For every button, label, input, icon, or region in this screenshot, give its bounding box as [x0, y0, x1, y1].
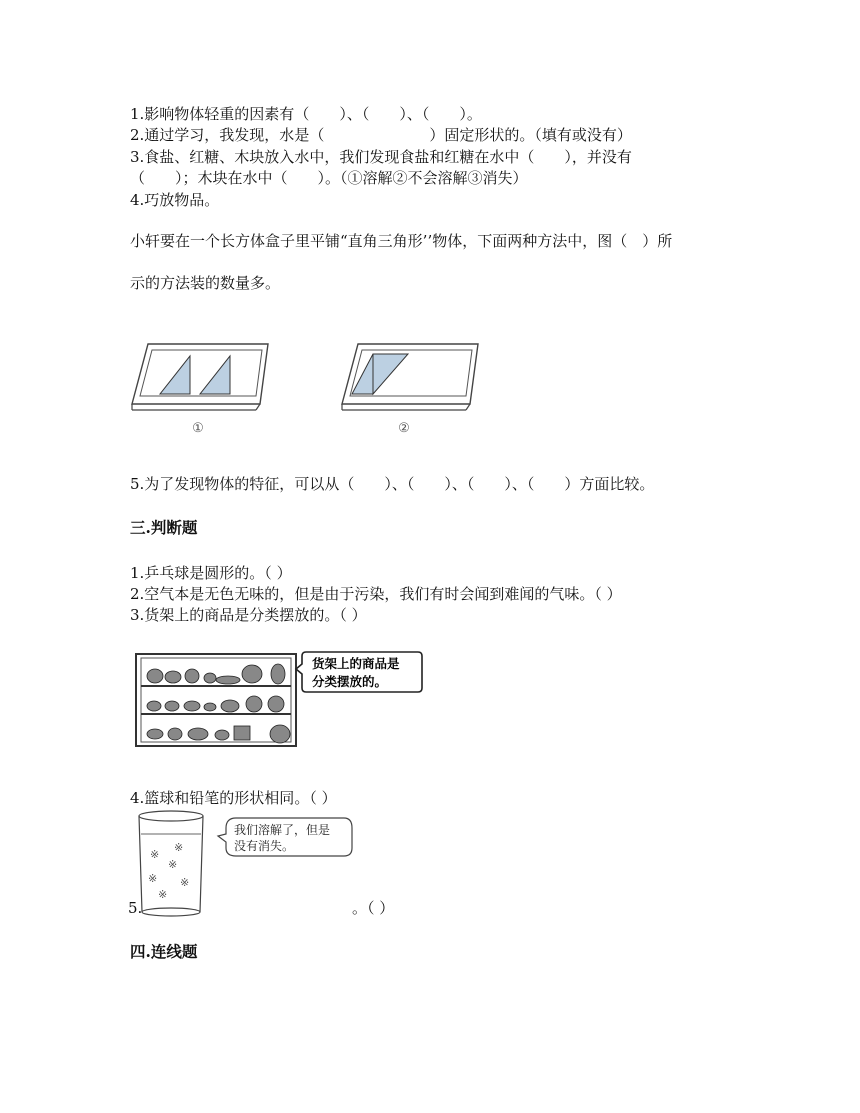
svg-text:※: ※ — [180, 876, 190, 889]
glass-bubble-line2: 没有消失。 — [234, 839, 295, 853]
fill-q4-paragraph-line2: 示的方法装的数量多。 — [130, 274, 281, 292]
shelf-bubble-line2: 分类摆放的。 — [312, 674, 388, 689]
svg-text:※: ※ — [148, 872, 158, 885]
fill-q3-line2: （ ）；木块在水中（ ）。（①溶解②不会溶解③消失） — [130, 169, 528, 187]
judge-q5-tail: 。（ ） — [352, 899, 395, 917]
svg-text:※: ※ — [174, 841, 184, 854]
judge-q5-number: 5. — [128, 899, 143, 917]
svg-text:※: ※ — [168, 858, 178, 871]
svg-text:※: ※ — [158, 888, 168, 901]
figure-2-label: ② — [398, 421, 410, 436]
judge-q4: 4.篮球和铅笔的形状相同。（ ） — [130, 789, 337, 807]
shelf-bubble-line1: 货架上的商品是 — [312, 656, 400, 671]
judge-q1: 1.乒乓球是圆形的。（ ） — [130, 564, 292, 582]
glass-bubble-line1: 我们溶解了，但是 — [234, 823, 331, 837]
figure-1-label: ① — [192, 421, 204, 436]
fill-q5: 5.为了发现物体的特征，可以从（ ）、（ ）、（ ）、（ ）方面比较。 — [130, 475, 655, 493]
judge-q2: 2.空气本是无色无味的，但是由于污染，我们有时会闻到难闻的气味。（ ） — [130, 585, 622, 603]
judge-q3: 3.货架上的商品是分类摆放的。（ ） — [130, 606, 367, 624]
fill-q4: 4.巧放物品。 — [130, 191, 220, 209]
box-figure-1 — [128, 338, 273, 438]
fill-q1: 1.影响物体轻重的因素有（ ）、（ ）、（ ）。 — [130, 105, 482, 123]
fill-q4-paragraph-line1: 小轩要在一个长方体盒子里平铺“直角三角形’’物体，下面两种方法中，图（ ）所 — [130, 232, 673, 250]
section-heading-match: 四.连线题 — [130, 942, 198, 961]
fill-q2: 2.通过学习，我发现，水是（ ）固定形状的。（填有或没有） — [130, 126, 632, 144]
shelf-illustration — [130, 636, 430, 748]
section-heading-judge: 三.判断题 — [130, 518, 198, 537]
fill-q3-line1: 3.食盐、红糖、木块放入水中，我们发现食盐和红糖在水中（ ），并没有 — [130, 148, 632, 166]
svg-text:※: ※ — [150, 848, 160, 861]
box-figure-2 — [338, 338, 483, 438]
glass-illustration — [136, 806, 361, 918]
